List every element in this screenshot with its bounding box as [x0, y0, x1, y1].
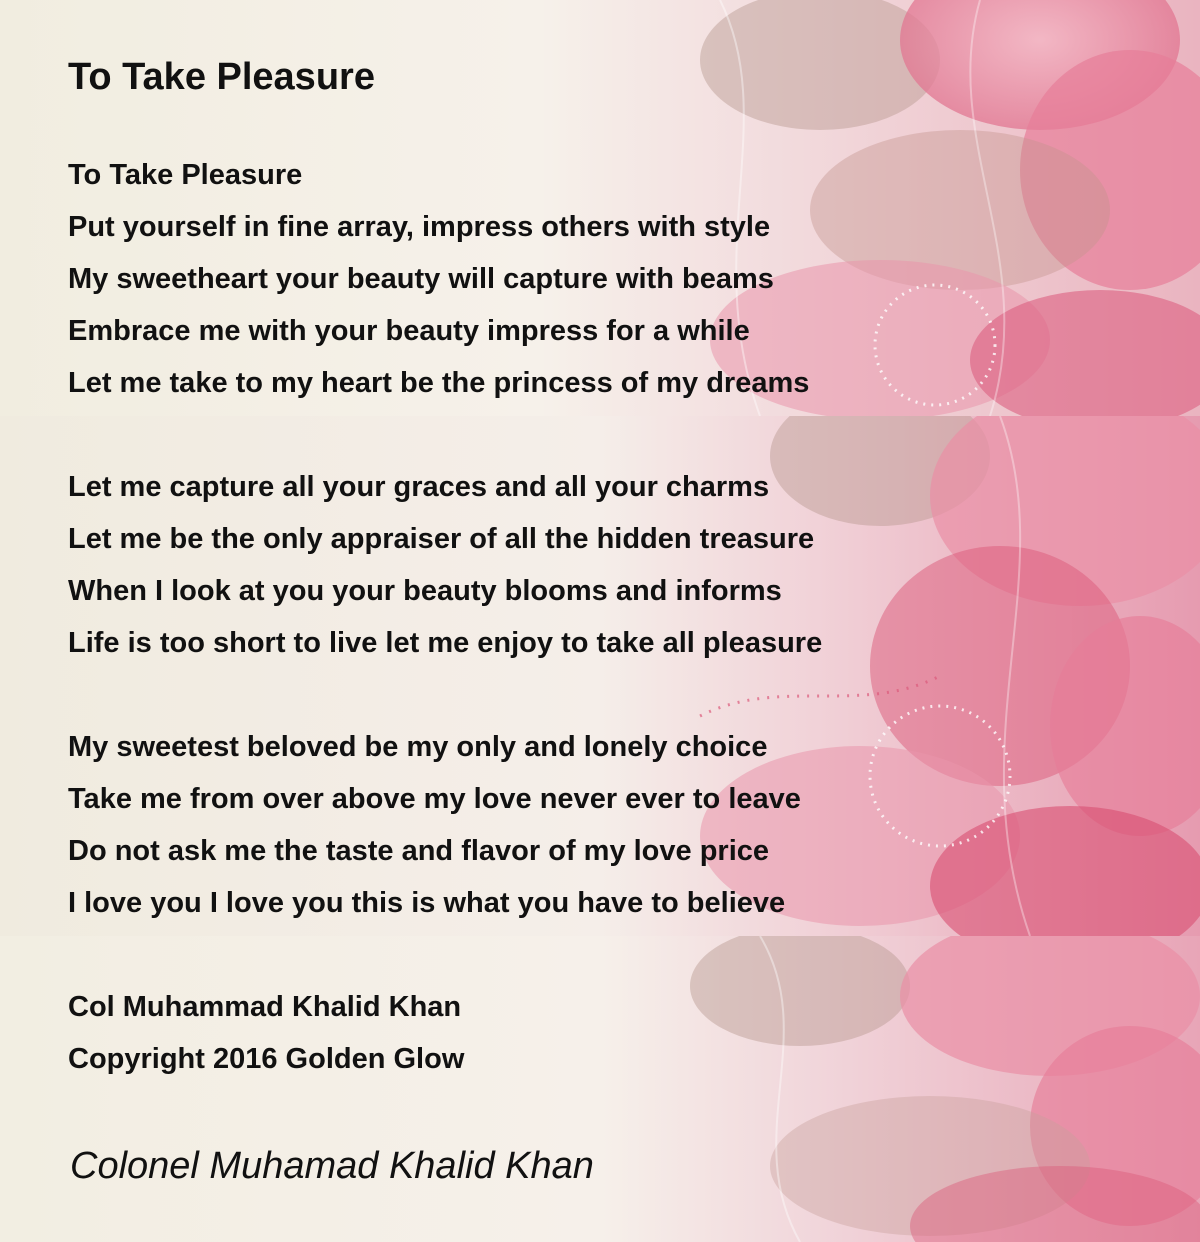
copyright-line: Copyright 2016 Golden Glow [68, 1043, 465, 1075]
author-credit: Col Muhammad Khalid Khan [68, 991, 462, 1023]
poem-line: My sweetheart your beauty will capture with beams [68, 263, 774, 295]
poem-line: Let me be the only appraiser of all the hidden treasure [68, 523, 815, 555]
poem-line: Life is too short to live let me enjoy to take all pleasure [68, 627, 823, 659]
poem-line: When I look at you your beauty blooms and informs [68, 575, 782, 607]
poem-line: Do not ask me the taste and flavor of my love price [68, 835, 770, 867]
poem-line: To Take Pleasure [68, 159, 303, 191]
poem-line: Take me from over above my love never ever to leave [68, 783, 801, 815]
poem-line: Let me capture all your graces and all your charms [68, 471, 770, 503]
poem-line: Embrace me with your beauty impress for a while [68, 315, 750, 347]
poem-line: Put yourself in fine array, impress others with style [68, 211, 771, 243]
poem-line: Let me take to my heart be the princess of my dreams [68, 367, 810, 399]
author-signature: Colonel Muhamad Khalid Khan [70, 1145, 594, 1187]
poem-line: I love you I love you this is what you have to believe [68, 887, 786, 919]
poem-line: My sweetest beloved be my only and lonely choice [68, 731, 768, 763]
poem-title: To Take Pleasure [68, 56, 375, 98]
